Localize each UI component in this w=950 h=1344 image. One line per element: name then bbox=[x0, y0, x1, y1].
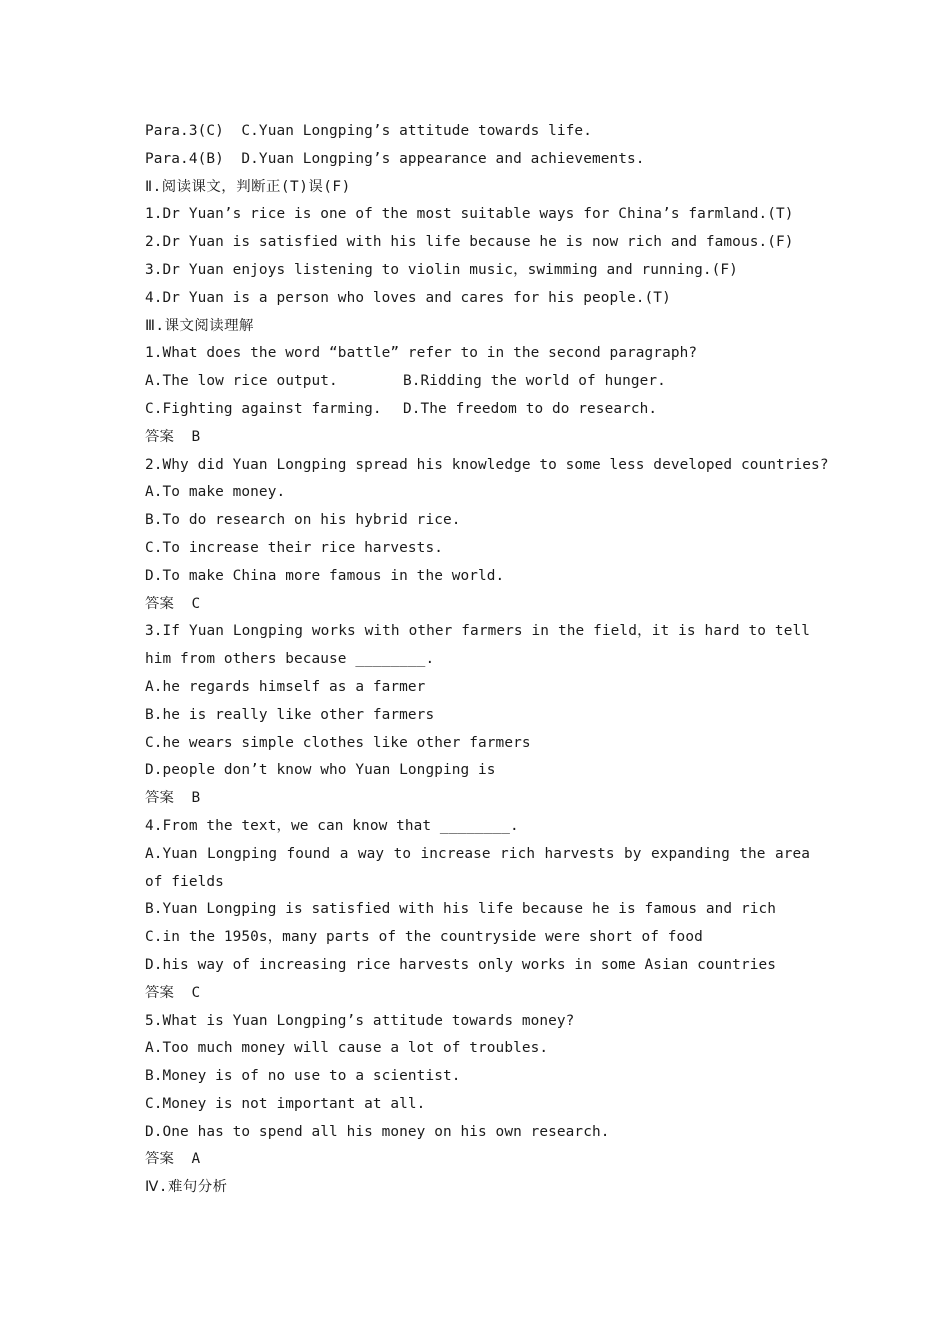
question-5-option-c: C.Money is not important at all. bbox=[145, 1095, 426, 1112]
question-4-option-a: A.Yuan Longping found a way to increase rich harvests by expanding the area of fields bbox=[145, 845, 810, 890]
question-5-answer: 答案 A bbox=[145, 1151, 201, 1168]
question-1-options-row-1 bbox=[145, 368, 810, 396]
true-false-item-2: 2.Dr Yuan is satisfied with his life because he is now rich and famous.(F) bbox=[145, 234, 794, 251]
question-2-option-d: D.To make China more famous in the world. bbox=[145, 567, 505, 584]
question-2-option-a: A.To make money. bbox=[145, 484, 286, 501]
question-5-option-b: B.Money is of no use to a scientist. bbox=[145, 1068, 461, 1085]
matching-line-para4: Para.4(B) D.Yuan Longping’s appearance and achievements. bbox=[145, 150, 645, 167]
question-4-answer: 答案 C bbox=[145, 984, 201, 1001]
question-1-option-b: B.Ridding the world of hunger. bbox=[403, 373, 666, 390]
section-2-heading: Ⅱ.阅读课文，判断正(T)误(F) bbox=[145, 178, 351, 195]
question-4: 4.From the text，we can know that ________. bbox=[145, 817, 519, 834]
question-1-option-d: D.The freedom to do research. bbox=[403, 400, 658, 417]
question-2: 2.Why did Yuan Longping spread his knowledge to some less developed countries? bbox=[145, 456, 829, 473]
question-4-option-d: D.his way of increasing rice harvests only works in some Asian countries bbox=[145, 956, 776, 973]
question-5: 5.What is Yuan Longping’s attitude towards money? bbox=[145, 1012, 575, 1029]
question-1-answer: 答案 B bbox=[145, 428, 201, 445]
question-4-option-b: B.Yuan Longping is satisfied with his life because he is famous and rich bbox=[145, 901, 776, 918]
question-4-option-c: C.in the 1950s，many parts of the countryside were short of food bbox=[145, 929, 703, 946]
question-2-answer: 答案 C bbox=[145, 595, 201, 612]
question-5-option-d: D.One has to spend all his money on his own research. bbox=[145, 1123, 610, 1140]
question-2-option-c: C.To increase their rice harvests. bbox=[145, 539, 443, 556]
section-3-heading: Ⅲ.课文阅读理解 bbox=[145, 317, 254, 334]
question-1: 1.What does the word “battle” refer to in the second paragraph? bbox=[145, 345, 698, 362]
question-2-option-b: B.To do research on his hybrid rice. bbox=[145, 512, 461, 529]
question-3-option-b: B.he is really like other farmers bbox=[145, 706, 435, 723]
true-false-item-1: 1.Dr Yuan’s rice is one of the most suitable ways for China’s farmland.(T) bbox=[145, 206, 794, 223]
document-page bbox=[145, 118, 829, 1202]
true-false-item-4: 4.Dr Yuan is a person who loves and cares for his people.(T) bbox=[145, 289, 671, 306]
question-1-option-a: A.The low rice output. bbox=[145, 373, 338, 390]
question-1-option-c: C.Fighting against farming. bbox=[145, 400, 382, 417]
question-5-option-a: A.Too much money will cause a lot of troubles. bbox=[145, 1040, 549, 1057]
question-3: 3.If Yuan Longping works with other farmers in the field，it is hard to tell him from others because ________. bbox=[145, 623, 810, 668]
true-false-item-3: 3.Dr Yuan enjoys listening to violin music，swimming and running.(F) bbox=[145, 261, 738, 278]
question-3-option-d: D.people don’t know who Yuan Longping is bbox=[145, 762, 496, 779]
matching-line-para3: Para.3(C) C.Yuan Longping’s attitude towards life. bbox=[145, 123, 592, 139]
question-3-option-a: A.he regards himself as a farmer bbox=[145, 678, 426, 695]
question-3-answer: 答案 B bbox=[145, 790, 201, 807]
question-1-options-row-2 bbox=[145, 396, 810, 424]
question-3-option-c: C.he wears simple clothes like other farmers bbox=[145, 734, 531, 751]
section-4-heading: Ⅳ.难句分析 bbox=[145, 1179, 228, 1196]
